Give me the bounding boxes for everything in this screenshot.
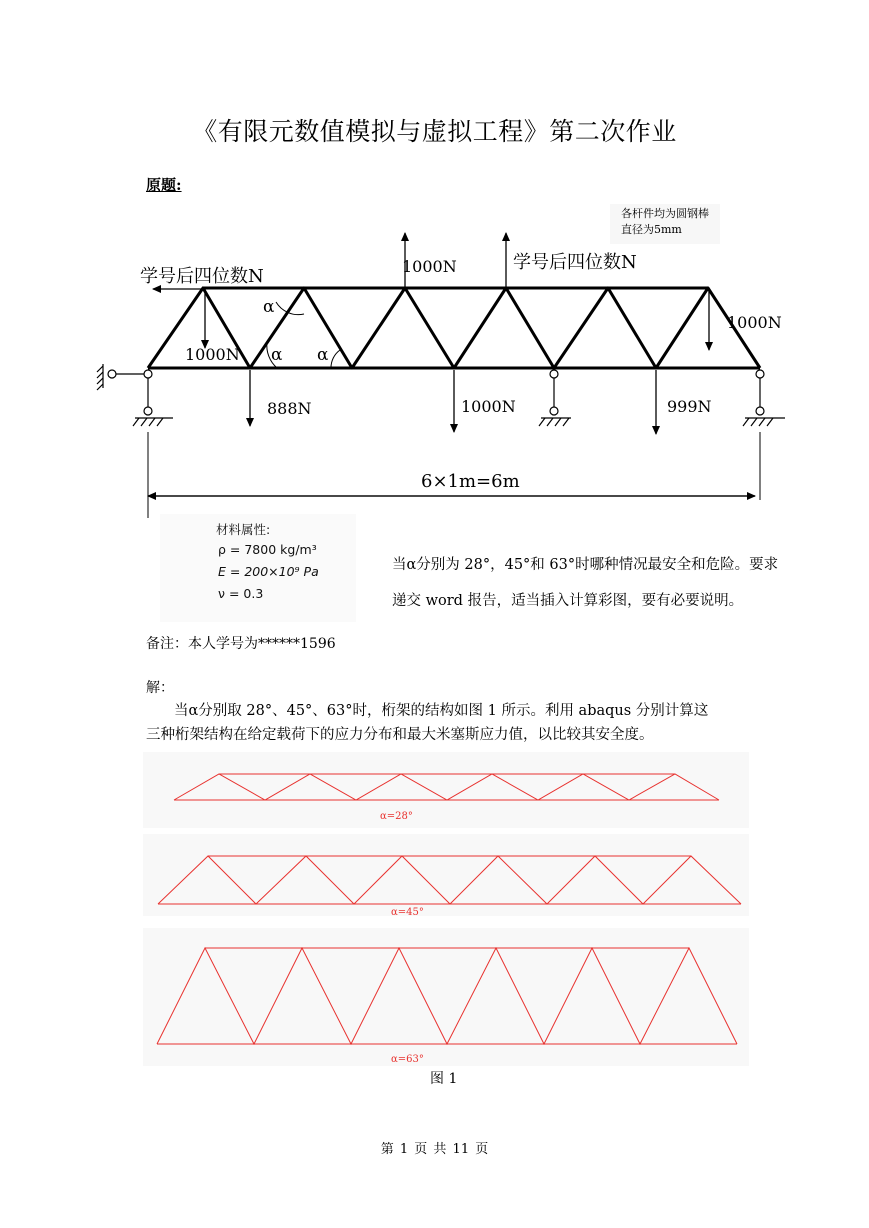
truss-diagram xyxy=(95,200,795,520)
label-alpha-2: α xyxy=(271,345,283,365)
label-888-load: 888N xyxy=(267,399,312,418)
label-bottom-mid-load: 1000N xyxy=(461,397,516,416)
label-alpha-1: α xyxy=(263,297,275,317)
label-top-mid-load: 1000N xyxy=(402,257,457,276)
page-title: 《有限元数值模拟与虚拟工程》第二次作业 xyxy=(192,117,677,146)
label-span: 6×1m=6m xyxy=(421,471,520,492)
student-id-note: 备注：本人学号为******1596 xyxy=(146,636,336,652)
page-footer: 第 1 页 共 11 页 xyxy=(380,1142,489,1157)
member-note-line1: 各杆件均为圆钢棒 xyxy=(621,207,709,220)
label-left-down-load: 1000N xyxy=(185,345,240,364)
member-note-line2: 直径为5mm xyxy=(621,223,682,236)
material-modulus: E = 200×10⁹ Pa xyxy=(218,564,319,579)
truss-members xyxy=(148,288,760,368)
label-999-load: 999N xyxy=(667,397,712,416)
figure-1-caption: 图 1 xyxy=(430,1071,458,1087)
material-density: ρ = 7800 kg/m³ xyxy=(218,542,317,557)
label-alpha-45: α=45° xyxy=(391,907,424,918)
supports xyxy=(97,364,785,426)
figure-1-trusses xyxy=(143,752,749,1070)
material-poisson: ν = 0.3 xyxy=(218,586,264,601)
solution-paragraph-line-1: 当α分别取 28°、45°、63°时，桁架的结构如图 1 所示。利用 abaqus 分别计算这 xyxy=(174,703,709,719)
question-line-1: 当α分别为 28°，45°和 63°时哪种情况最安全和危险。要求 xyxy=(392,557,779,573)
material-properties xyxy=(160,514,356,622)
original-problem-label: 原题: xyxy=(146,176,182,194)
label-top-right-load: 学号后四位数N xyxy=(513,252,637,273)
solution-paragraph-line-2: 三种桁架结构在给定载荷下的应力分布和最大米塞斯应力值，以比较其安全度。 xyxy=(146,727,654,743)
label-alpha-63: α=63° xyxy=(391,1054,424,1065)
solution-label: 解： xyxy=(146,680,174,696)
label-top-left-load: 学号后四位数N xyxy=(140,266,264,287)
label-alpha-3: α xyxy=(317,345,329,365)
material-heading: 材料属性: xyxy=(216,522,271,537)
question-line-2: 递交 word 报告，适当插入计算彩图，要有必要说明。 xyxy=(392,593,744,609)
label-right-load: 1000N xyxy=(727,313,782,332)
label-alpha-28: α=28° xyxy=(380,811,413,822)
